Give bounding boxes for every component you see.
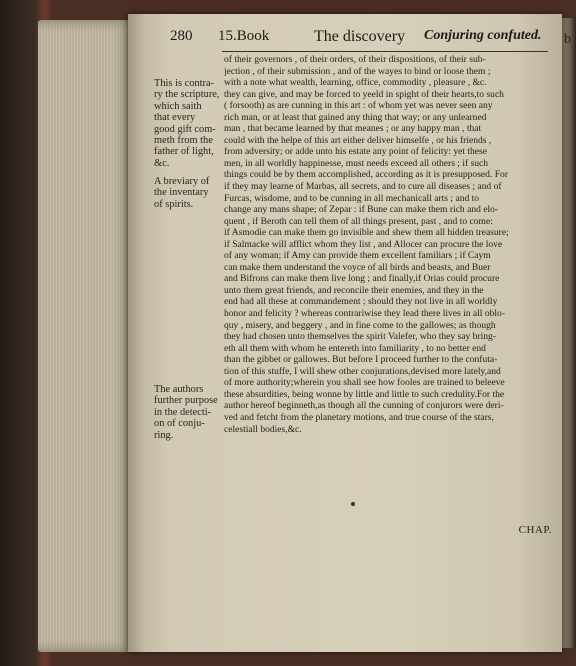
marginal-note-line: that every [154, 112, 196, 124]
marginal-note-line: ry the scripture, [154, 89, 220, 101]
marginal-note-line: &c. [154, 157, 170, 169]
text-line: end had all these at commandement ; should they not live in all worldly [224, 296, 498, 308]
marginal-note-line: This is contra- [154, 78, 215, 89]
marginal-note-line: of spirits. [154, 198, 194, 210]
running-title: Conjuring confuted. [424, 28, 542, 43]
text-line: Furcas, wisdome, and to be cunning in all mechanicall arts ; and to [224, 192, 480, 204]
page-stack [38, 20, 134, 652]
next-page-fragment: b [564, 32, 571, 47]
marginal-note [154, 176, 234, 210]
text-line: can make them understand the voyce of all birds and beasts, and Buer [224, 261, 491, 273]
body-text [224, 54, 556, 435]
text-line: change any mans shape; of Zepar : if Bune can make them rich and elo- [224, 204, 499, 216]
text-line: unto them great friends, and reconcile their enemies, and they in the [224, 284, 484, 296]
ink-spot [351, 502, 355, 506]
marginal-note-line: father of light, [154, 146, 214, 158]
text-line: than the gibbet or gallowes. But before I proceed further to the confuta- [224, 354, 498, 366]
marginal-note-line: further purpose [154, 395, 218, 407]
marginal-note [154, 78, 234, 169]
marginal-note-line: A breviary of [154, 176, 210, 187]
text-line: jection , of their submission , and of the wayes to bind or loose them ; [224, 65, 491, 77]
text-line: eth all them with whom he entereth into familiarity , to no better end [224, 342, 486, 354]
text-line: and Bifrons can make them live long ; and finally,if Orias could procure [224, 273, 500, 285]
marginal-note-line: ring. [154, 429, 174, 441]
text-line: of any woman; if Amy can provide them excellent familiars ; if Caym [224, 250, 491, 262]
text-line: from adversity; or adde unto his estate any point of felicity: yet these [224, 146, 487, 158]
text-line: if they may learne of Marbas, all secrets, and to cure all diseases ; and of [224, 181, 502, 193]
text-line: ved and fetcht from the planetary motions, and true course of the stars, [224, 411, 494, 423]
text-line: man , that became learned by that meanes ; or any happy man , that [224, 123, 482, 135]
marginal-note-line: good gift com- [154, 123, 216, 135]
text-line: rich man, or at least that gained any thing that way; or any unlearned [224, 111, 487, 123]
text-line: of more authority;wherein you shall see how fooles are trained to beleeve [224, 377, 505, 389]
marginal-note [154, 384, 234, 441]
marginal-note-line: in the detecti- [154, 406, 212, 418]
page-number: 280 [170, 28, 193, 44]
next-page-edge [562, 18, 576, 648]
header-rule [222, 51, 548, 52]
text-line: they had chosen unto themselves the spirit Valefer, who they say bring- [224, 331, 496, 343]
text-line: these absurdities, being wonne by little and little to such credulity.For the [224, 388, 505, 400]
text-line: author hereof beginneth,as though all the cunning of conjurors were deri- [224, 400, 504, 412]
text-line: men, in all worldly happinesse, must needs exceed all others ; if such [224, 157, 489, 169]
marginal-note-line: the inventary [154, 187, 209, 199]
marginal-note-line: on of conju- [154, 418, 205, 430]
marginal-note-line: meth from the [154, 135, 213, 147]
text-line: honor and felicity ? whereas contrariwise they lead there lives in all oblo- [224, 308, 505, 320]
book-label: 15.Book [218, 28, 270, 44]
text-line: quent , if Beroth can tell them of all things present, past , and to come: [224, 215, 493, 227]
text-line: they can give, and may be forced to yeeld in spight of their hearts,to such [224, 88, 504, 100]
text-line: if Asmodie can make them go invisible and shew them all hidden treasure; [224, 227, 509, 239]
header-title: The discovery [314, 28, 406, 45]
catchword: CHAP. [518, 524, 552, 536]
text-line: tion of this stuffe, I will shew other conjurations,devised more lately,and [224, 365, 501, 377]
text-line: of their governors , of their orders, of their dispositions, of their sub- [224, 54, 486, 65]
text-line: things could be by them accomplished, according as it is presupposed. For [224, 169, 508, 181]
page-header [128, 28, 562, 52]
text-line: if Salmacke will afflict whom they list , and Allocer can procure the love [224, 238, 503, 250]
text-line: with a note what wealth, learning, office, commodity , pleasure , &c. [224, 77, 487, 89]
marginal-note-line: which saith [154, 100, 202, 112]
text-line: quy , misery, and beggery , and in fine come to the gallowes; as though [224, 319, 496, 331]
text-line: could with the helpe of this art either deliver himselfe , or his friends , [224, 134, 492, 146]
marginal-note-line: The authors [154, 384, 204, 395]
text-line: ( forsooth) as are cunning in this art : of whom yet was never seen any [224, 100, 493, 112]
text-line: celestiall bodies,&c. [224, 423, 302, 435]
book-page [128, 14, 562, 652]
